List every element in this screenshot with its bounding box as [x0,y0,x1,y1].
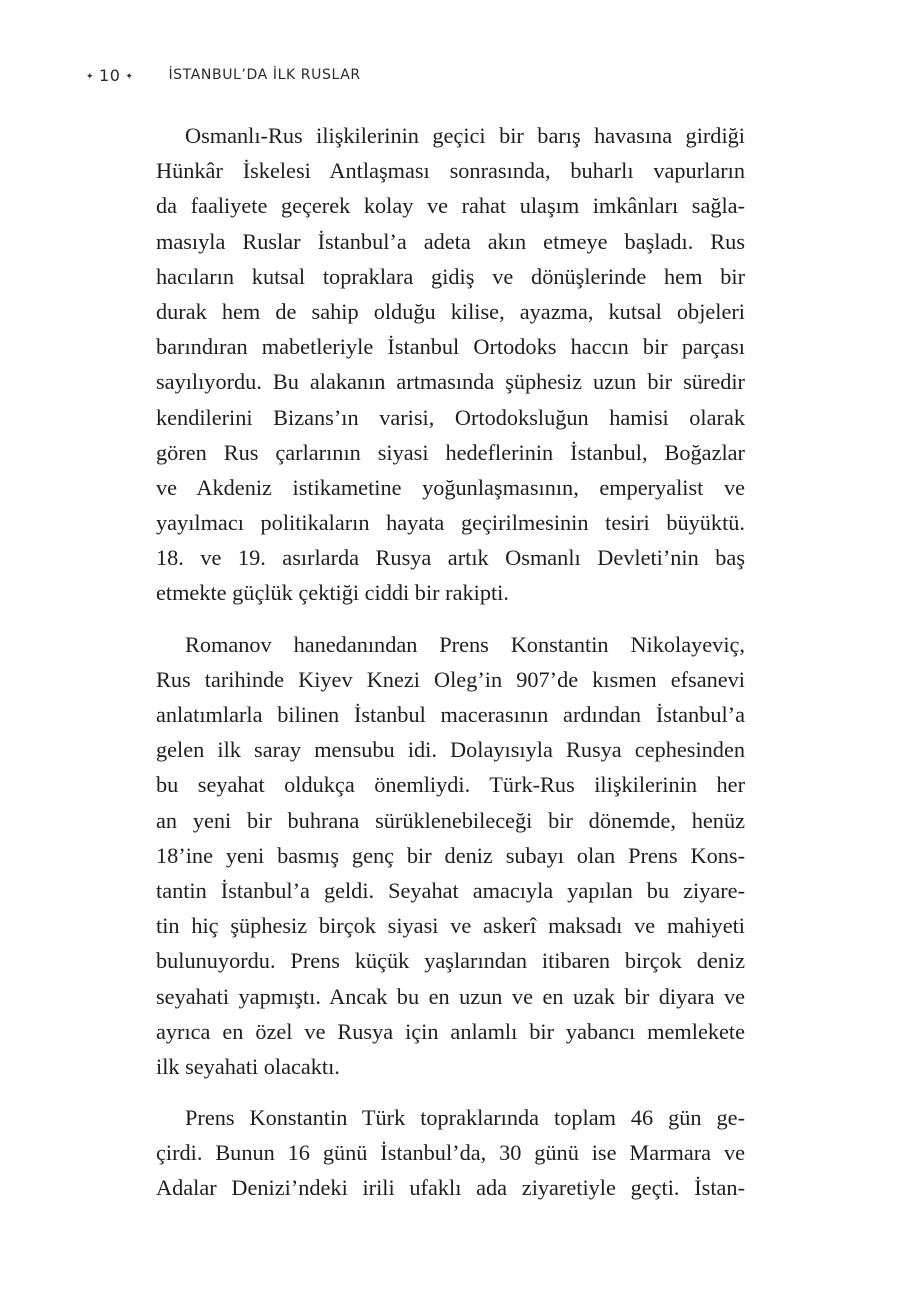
paragraph-2 [156,627,745,1084]
text-line: tin hiç şüphesiz birçok siyasi ve askerî maksadı ve mahiyeti [156,913,745,939]
text-line: durak hem de sahip olduğu kilise, ayazma, kutsal objeleri [156,298,745,324]
text-line: etmekte güçlük çektiği ciddi bir rakipti. [156,580,509,606]
running-header [86,64,361,86]
text-line: masıyla Ruslar İstanbul’a adeta akın etmeye başladı. Rus [156,228,745,254]
text-line: yayılmacı politikaların hayata geçirilmesinin tesiri büyüktü. [156,510,745,536]
text-line: kendilerini Bizans’ın varisi, Ortodoksluğun hamisi olarak [156,404,745,430]
text-line: hacıların kutsal topraklara gidiş ve dönüşlerinde hem bir [156,263,745,289]
text-line: tantin İstanbul’a geldi. Seyahat amacıyla yapılan bu ziyare- [156,877,745,903]
text-line: Osmanlı-Rus ilişkilerinin geçici bir barış havasına girdiği [185,123,745,148]
text-line: seyahati yapmıştı. Ancak bu en uzun ve en uzak bir diyara ve [156,983,745,1009]
paragraph-1 [156,118,745,611]
text-line: da faaliyete geçerek kolay ve rahat ulaşım imkânları sağla- [156,193,745,219]
text-line: sayılıyordu. Bu alakanın artmasında şüphesiz uzun bir süredir [156,369,745,395]
text-line: Rus tarihinde Kiyev Knezi Oleg’in 907’de kısmen efsanevi [156,666,745,692]
running-title: İSTANBUL’DA İLK RUSLAR [168,67,361,83]
text-line: ilk seyahati olacaktı. [156,1053,340,1079]
text-line: Hünkâr İskelesi Antlaşması sonrasında, buharlı vapurların [156,158,745,184]
text-line: anlatımlarla bilinen İstanbul macerasının ardından İstanbul’a [156,702,745,727]
text-line: ayrıca en özel ve Rusya için anlamlı bir yabancı memlekete [156,1018,745,1044]
text-line: Romanov hanedanından Prens Konstantin Nikolayeviç, [185,631,745,657]
text-line: ve Akdeniz istikametine yoğunlaşmasının, emperyalist ve [156,474,745,500]
text-line: bulunuyordu. Prens küçük yaşlarından itibaren birçok deniz [156,948,745,974]
text-line: barındıran mabetleriyle İstanbul Ortodoks haccın bir parçası [156,334,745,360]
ornament-left-icon: ✦ [86,72,95,82]
body-text [156,118,745,1206]
text-line: Adalar Denizi’ndeki irili ufaklı ada ziyaretiyle geçti. İstan- [156,1175,745,1201]
text-line: 18. ve 19. asırlarda Rusya artık Osmanlı Devleti’nin baş [156,545,745,571]
text-line: gelen ilk saray mensubu idi. Dolayısıyla Rusya cephesinden [156,737,745,763]
text-line: an yeni bir buhrana sürüklenebileceği bir dönemde, henüz [156,807,745,833]
text-line: Prens Konstantin Türk topraklarında toplam 46 gün ge- [185,1105,745,1131]
text-line: çirdi. Bunun 16 günü İstanbul’da, 30 günü ise Marmara ve [156,1140,745,1166]
page-number-group [86,66,138,85]
text-line: gören Rus çarlarının siyasi hedeflerinin İstanbul, Boğazlar [156,439,745,465]
paragraph-3 [156,1100,745,1206]
page-number: 10 [99,65,121,85]
ornament-right-icon: ✦ [125,72,134,82]
text-line: bu seyahat oldukça önemliydi. Türk-Rus ilişkilerinin her [156,772,745,798]
text-line: 18’ine yeni basmış genç bir deniz subayı olan Prens Kons- [156,842,745,868]
